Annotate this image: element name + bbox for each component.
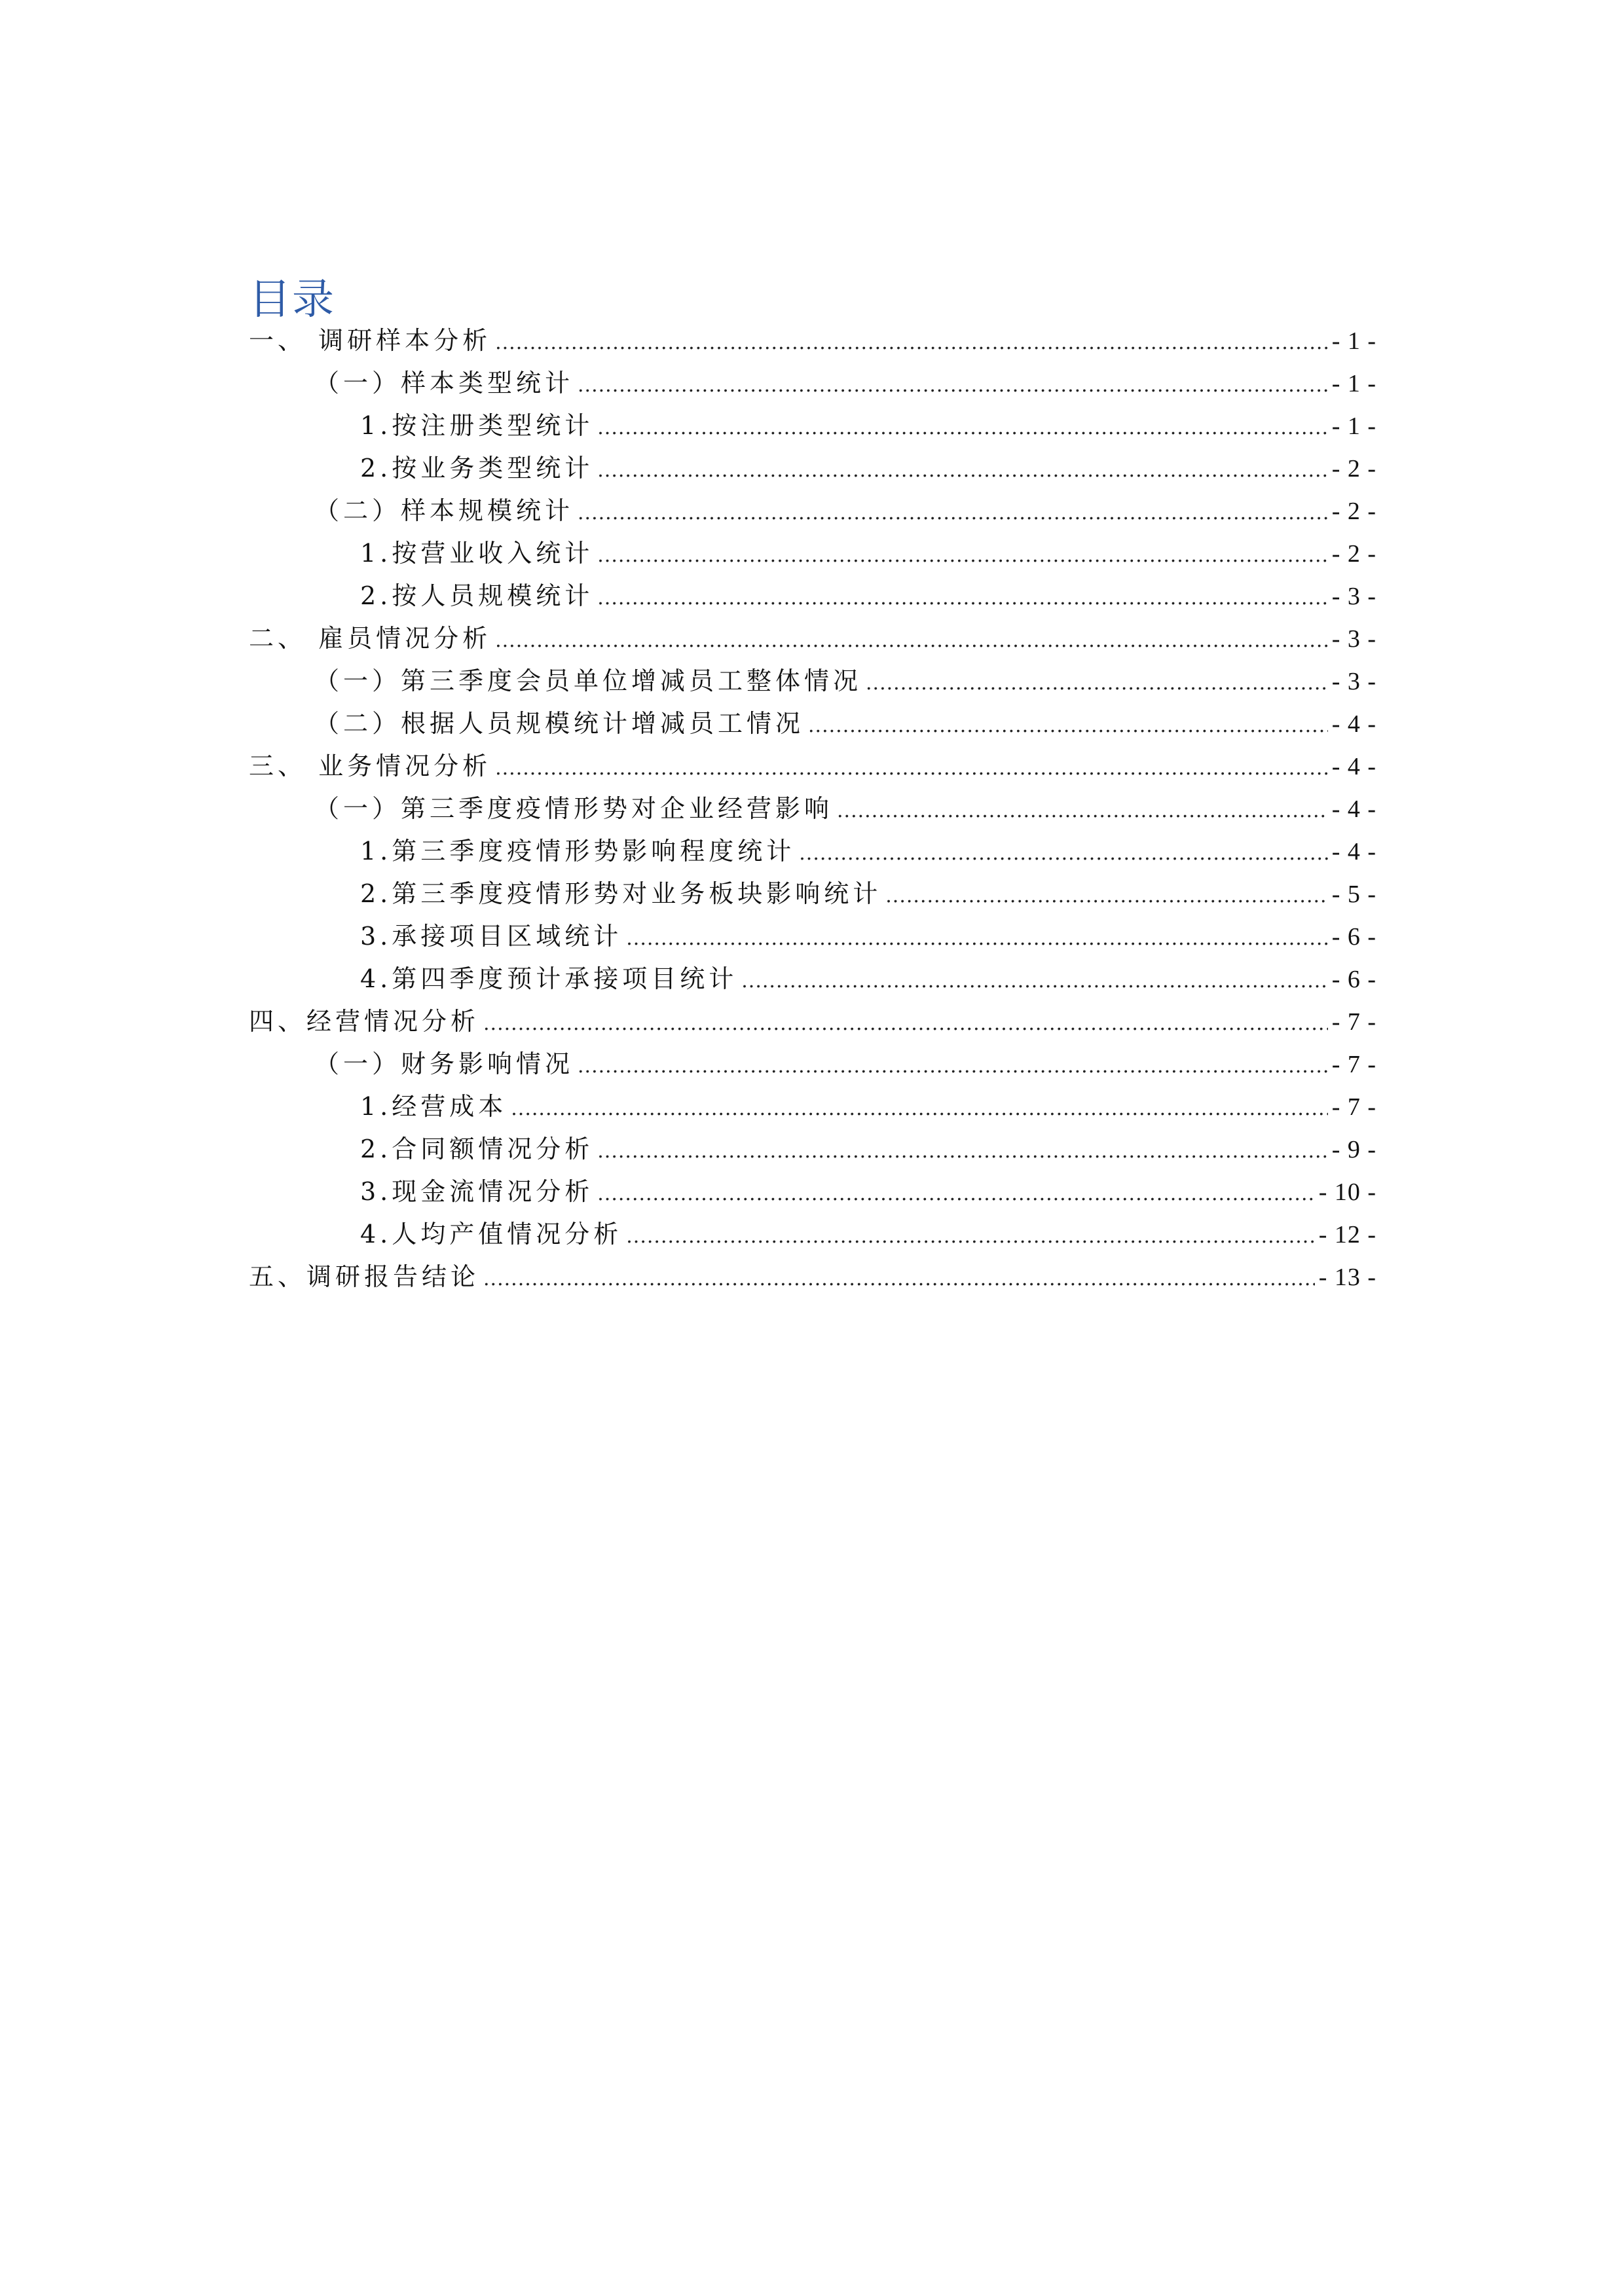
toc-page-number: - 4 - [1331,795,1376,823]
toc-page-number: - 4 - [1331,838,1376,866]
toc-entry[interactable] [249,1256,1376,1298]
toc-entry[interactable] [249,490,1376,532]
toc-leader-dots [495,747,1328,790]
toc-entry-label: （一）第三季度疫情形势对企业经营影响 [314,794,834,823]
toc-page-number: - 2 - [1331,540,1376,568]
toc-entry[interactable] [249,660,1376,702]
toc-page-number: - 4 - [1331,753,1376,780]
toc-entry[interactable] [249,788,1376,830]
toc-entry[interactable] [249,915,1376,958]
toc-page-number: - 1 - [1331,370,1376,397]
toc-page-number: - 7 - [1331,1051,1376,1078]
toc-leader-dots [597,1173,1314,1215]
toc-page-number: - 6 - [1331,923,1376,951]
toc-entry-label: （二）样本规模统计 [314,496,574,525]
toc-entry[interactable] [249,405,1376,447]
table-of-contents [249,319,1376,1298]
toc-leader-dots [597,1130,1327,1173]
toc-page-number: - 7 - [1331,1008,1376,1036]
toc-entry-label: 1.按营业收入统计 [360,539,594,568]
toc-leader-dots [885,875,1327,917]
toc-entry[interactable] [249,575,1376,617]
toc-entry-label: 2.按人员规模统计 [360,581,594,610]
toc-page-number: - 9 - [1331,1136,1376,1163]
toc-leader-dots [483,1002,1328,1045]
toc-entry-label: （一）第三季度会员单位增减员工整体情况 [314,666,862,695]
toc-leader-dots [597,577,1327,619]
toc-entry-label: 3.承接项目区域统计 [360,922,623,951]
toc-leader-dots [866,662,1328,704]
toc-leader-dots [626,917,1327,960]
toc-entry[interactable] [249,319,1376,362]
toc-leader-dots [511,1087,1327,1130]
toc-leader-dots [597,407,1327,449]
toc-entry-label: 3.现金流情况分析 [360,1177,594,1206]
toc-page-number: - 12 - [1318,1221,1376,1248]
toc-entry[interactable] [249,532,1376,575]
toc-page-number: - 1 - [1331,327,1376,355]
toc-entry-label: （二）根据人员规模统计增减员工情况 [314,709,805,738]
toc-leader-dots [597,534,1327,577]
toc-entry-label: 四、经营情况分析 [249,1007,480,1036]
toc-leader-dots [837,790,1328,832]
toc-entry-label: （一）样本类型统计 [314,369,574,397]
toc-leader-dots [578,1045,1328,1087]
toc-entry-label: 4.第四季度预计承接项目统计 [360,964,738,993]
toc-entry-label: 2.合同额情况分析 [360,1135,594,1163]
toc-entry[interactable] [249,745,1376,788]
toc-page-number: - 3 - [1331,668,1376,695]
toc-leader-dots [808,704,1328,747]
toc-leader-dots [597,449,1327,492]
toc-entry-label: 1.经营成本 [360,1092,507,1121]
toc-entry[interactable] [249,1000,1376,1043]
toc-entry[interactable] [249,362,1376,405]
toc-entry-label: （一）财务影响情况 [314,1049,574,1078]
toc-entry-label: 4.人均产值情况分析 [360,1220,623,1248]
toc-entry-label: 2.按业务类型统计 [360,454,594,483]
toc-entry-label: 三、 业务情况分析 [249,752,492,780]
toc-leader-dots [483,1258,1315,1300]
toc-entry[interactable] [249,873,1376,915]
toc-page-number: - 3 - [1331,583,1376,610]
toc-entry-label: 一、 调研样本分析 [249,326,492,355]
toc-entry[interactable] [249,1043,1376,1085]
toc-page-number: - 10 - [1318,1178,1376,1206]
toc-page-number: - 5 - [1331,881,1376,908]
toc-entry[interactable] [249,1171,1376,1213]
toc-entry[interactable] [249,1213,1376,1256]
toc-entry[interactable] [249,702,1376,745]
toc-entry-label: 1.第三季度疫情形势影响程度统计 [360,837,796,866]
toc-entry-label: 2.第三季度疫情形势对业务板块影响统计 [360,879,882,908]
toc-entry[interactable] [249,1128,1376,1171]
toc-page-number: - 1 - [1331,412,1376,440]
toc-page-number: - 6 - [1331,966,1376,993]
toc-title: 目录 [249,275,335,324]
toc-page-number: - 2 - [1331,498,1376,525]
toc-leader-dots [495,321,1328,364]
toc-page-number: - 4 - [1331,710,1376,738]
toc-page-number: - 13 - [1318,1264,1376,1291]
toc-entry[interactable] [249,958,1376,1000]
toc-entry[interactable] [249,617,1376,660]
toc-leader-dots [578,364,1328,407]
toc-leader-dots [495,619,1328,662]
toc-leader-dots [578,492,1328,534]
toc-entry[interactable] [249,830,1376,873]
toc-leader-dots [626,1215,1314,1258]
toc-entry[interactable] [249,1085,1376,1128]
toc-entry-label: 二、 雇员情况分析 [249,624,492,653]
toc-leader-dots [799,832,1327,875]
toc-page-number: - 7 - [1331,1093,1376,1121]
toc-entry[interactable] [249,447,1376,490]
toc-leader-dots [741,960,1327,1002]
toc-page-number: - 3 - [1331,625,1376,653]
toc-page-number: - 2 - [1331,455,1376,483]
toc-entry-label: 五、调研报告结论 [249,1262,480,1291]
toc-entry-label: 1.按注册类型统计 [360,411,594,440]
